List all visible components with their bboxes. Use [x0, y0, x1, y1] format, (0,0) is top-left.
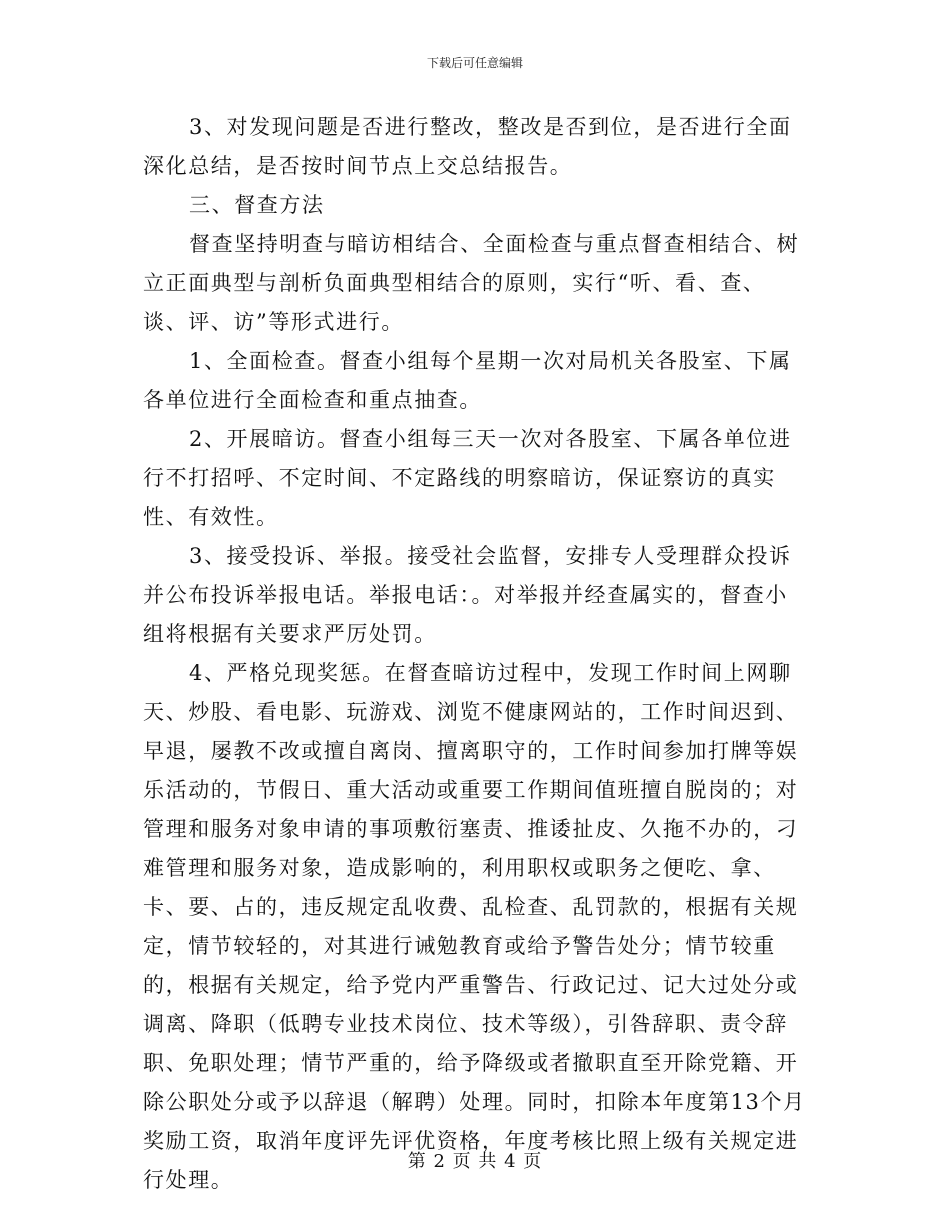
- paragraph-item-3-summary: 3、对发现问题是否进行整改，整改是否到位，是否进行全面深化总结，是否按时间节点上交总结报告。: [143, 115, 792, 178]
- paragraph-rewards-punishments: 4、严格兑现奖惩。在督查暗访过程中，发现工作时间上网聊天、炒股、看电影、玩游戏、浏览不健康网站的，工作时间迟到、早退，屡教不改或擅自离岗、擅离职守的，工作时间参加打牌等娱乐活动的，节假日、重大活动或重要工作期间值班擅自脱岗的；对管理和服务对象申请的事项敷衍塞责、推诿扯皮、久拖不办的，刁难管理和服务对象，造成影响的，利用职权或职务之便吃、拿、卡、要、占的，违反规定乱收费、乱检查、乱罚款的，根据有关规定，情节较轻的，对其进行诫勉教育或给予警告处分；情节较重的，根据有关规定，给予党内严重警告、行政记过、记大过处分或调离、降职（低聘专业技术岗位、技术等级），引咎辞职、责令辞职、免职处理；情节严重的，给予降级或者撤职直至开除党籍、开除公职处分或予以辞退（解聘）处理。同时，扣除本年度第13个月奖励工资，取消年度评先评优资格，年度考核比照上级有关规定进行处理。: [143, 661, 806, 1192]
- document-body: [143, 108, 807, 1200]
- paragraph-method-principle: 督查坚持明查与暗访相结合、全面检查与重点督查相结合、树立正面典型与剖析负面典型相结合的原则，实行“听、看、查、谈、评、访”等形式进行。: [143, 232, 800, 334]
- page-footer: 第 2 页 共 4 页: [407, 1151, 543, 1172]
- section-heading-supervision-method: 三、督查方法: [189, 193, 325, 217]
- paragraph-full-inspection: 1、全面检查。督查小组每个星期一次对局机关各股室、下属各单位进行全面检查和重点抽查。: [143, 349, 792, 412]
- page-header: 下载后可任意编辑: [426, 56, 523, 70]
- paragraph-complaints-reports: 3、接受投诉、举报。接受社会监督，安排专人受理群众投诉并公布投诉举报电话。举报电话：。对举报并经查属实的，督查小组将根据有关要求严厉处罚。: [143, 544, 792, 646]
- paragraph-unannounced-visits: 2、开展暗访。督查小组每三天一次对各股室、下属各单位进行不打招呼、不定时间、不定路线的明察暗访，保证察访的真实性、有效性。: [143, 427, 792, 529]
